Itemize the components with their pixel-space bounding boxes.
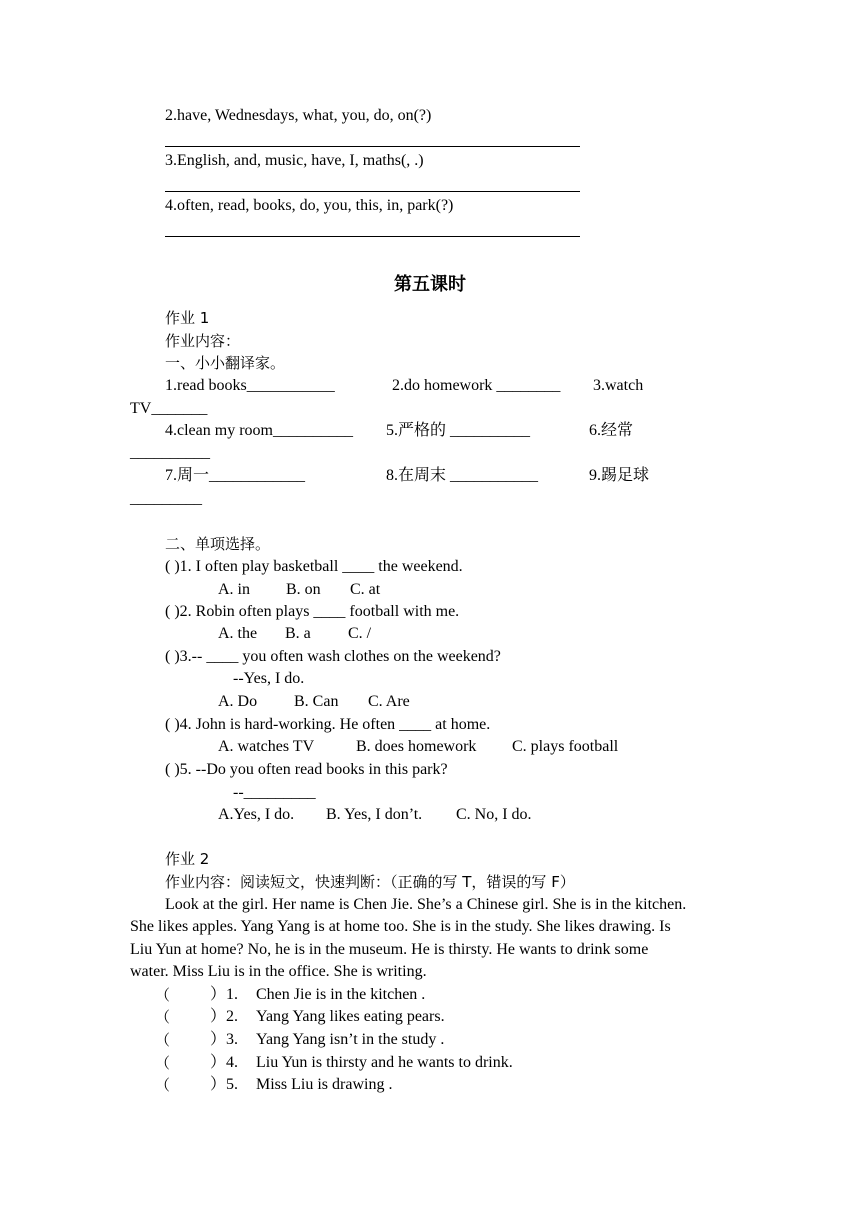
section1-title: 一、小小翻译家。 xyxy=(165,354,286,372)
tf-number-1: ）1. xyxy=(210,986,239,1003)
tf-paren-1: （ xyxy=(155,986,171,1004)
translate-item-6: 6.经常 xyxy=(589,422,634,439)
mc-q1-option-a: A. in xyxy=(218,581,250,598)
mc-q1-option-b: B. on xyxy=(286,581,321,598)
tf-statement-1: Chen Jie is in the kitchen . xyxy=(256,986,426,1003)
translate-item-9: 9.踢足球 xyxy=(589,467,650,484)
mc-q3-option-b: B. Can xyxy=(294,693,339,710)
translate-item-8: 8.在周末 ___________ xyxy=(386,467,539,484)
mc-question-1: ( )1. I often play basketball ____ the weekend. xyxy=(165,558,463,575)
mc-question-2: ( )2. Robin often plays ____ football with me. xyxy=(165,603,460,620)
sentence-q4: 4.often, read, books, do, you, this, in, park(?) xyxy=(165,197,454,214)
mc-q3-option-c: C. Are xyxy=(368,693,410,710)
translate-item-6-wrap: __________ xyxy=(130,444,210,461)
mc-q1-option-c: C. at xyxy=(350,581,381,598)
tf-statement-3: Yang Yang isn’t in the study . xyxy=(256,1031,445,1048)
mc-q4-option-a: A. watches TV xyxy=(218,738,315,755)
tf-statement-2: Yang Yang likes eating pears. xyxy=(256,1008,445,1025)
hw2-content-label: 作业内容：阅读短文，快速判断：（正确的写 T，错误的写 F） xyxy=(165,873,575,891)
translate-item-4: 4.clean my room__________ xyxy=(165,422,353,439)
mc-question-4: ( )4. John is hard-working. He often ____ at home. xyxy=(165,716,491,733)
answer-line-q3[interactable] xyxy=(165,191,580,192)
tf-number-3: ）3. xyxy=(210,1031,239,1048)
mc-q2-option-c: C. / xyxy=(348,625,372,642)
mc-q4-option-b: B. does homework xyxy=(356,738,477,755)
tf-statement-5: Miss Liu is drawing . xyxy=(256,1076,393,1093)
answer-line-q4[interactable] xyxy=(165,236,580,237)
answer-line-q2[interactable] xyxy=(165,146,580,147)
translate-item-2: 2.do homework ________ xyxy=(392,377,561,394)
mc-q5-option-b: B. Yes, I don’t. xyxy=(326,806,423,823)
tf-paren-2: （ xyxy=(155,1008,171,1026)
tf-paren-5: （ xyxy=(155,1076,171,1094)
translate-item-3: 3.watch xyxy=(593,377,644,394)
mc-q5-option-a: A.Yes, I do. xyxy=(218,806,295,823)
tf-number-2: ）2. xyxy=(210,1008,239,1025)
translate-item-7: 7.周一____________ xyxy=(165,467,306,484)
sentence-q2: 2.have, Wednesdays, what, you, do, on(?) xyxy=(165,107,432,124)
tf-statement-4: Liu Yun is thirsty and he wants to drink. xyxy=(256,1054,513,1071)
translate-item-9-wrap: _________ xyxy=(130,490,202,507)
mc-q5-reply: --_________ xyxy=(233,784,316,801)
translate-item-1: 1.read books___________ xyxy=(165,377,335,394)
mc-q2-option-a: A. the xyxy=(218,625,258,642)
hw1-content-label: 作业内容： xyxy=(165,332,241,350)
tf-paren-4: （ xyxy=(155,1054,171,1072)
translate-item-3-wrap: TV_______ xyxy=(130,400,208,417)
tf-paren-3: （ xyxy=(155,1031,171,1049)
translate-item-5: 5.严格的 __________ xyxy=(386,422,531,439)
sentence-q3: 3.English, and, music, have, I, maths(, .) xyxy=(165,152,424,169)
mc-question-5: ( )5. --Do you often read books in this park? xyxy=(165,761,448,778)
passage-line-1: Look at the girl. Her name is Chen Jie. She’s a Chinese girl. She is in the kitchen. xyxy=(165,896,687,913)
mc-q2-option-b: B. a xyxy=(285,625,311,642)
passage-line-3: Liu Yun at home? No, he is in the museum. He is thirsty. He wants to drink some xyxy=(130,941,649,958)
hw2-heading: 作业 2 xyxy=(165,850,210,868)
mc-q3-option-a: A. Do xyxy=(218,693,258,710)
mc-q3-reply: --Yes, I do. xyxy=(233,670,305,687)
mc-question-3: ( )3.-- ____ you often wash clothes on the weekend? xyxy=(165,648,501,665)
passage-line-2: She likes apples. Yang Yang is at home too. She is in the study. She likes drawing. Is xyxy=(130,918,671,935)
section2-title: 二、单项选择。 xyxy=(165,535,271,553)
passage-line-4: water. Miss Liu is in the office. She is writing. xyxy=(130,963,427,980)
mc-q5-option-c: C. No, I do. xyxy=(456,806,532,823)
mc-q4-option-c: C. plays football xyxy=(512,738,619,755)
lesson-title: 第五课时 xyxy=(394,274,466,295)
tf-number-5: ）5. xyxy=(210,1076,239,1093)
hw1-heading: 作业 1 xyxy=(165,309,210,327)
tf-number-4: ）4. xyxy=(210,1054,239,1071)
